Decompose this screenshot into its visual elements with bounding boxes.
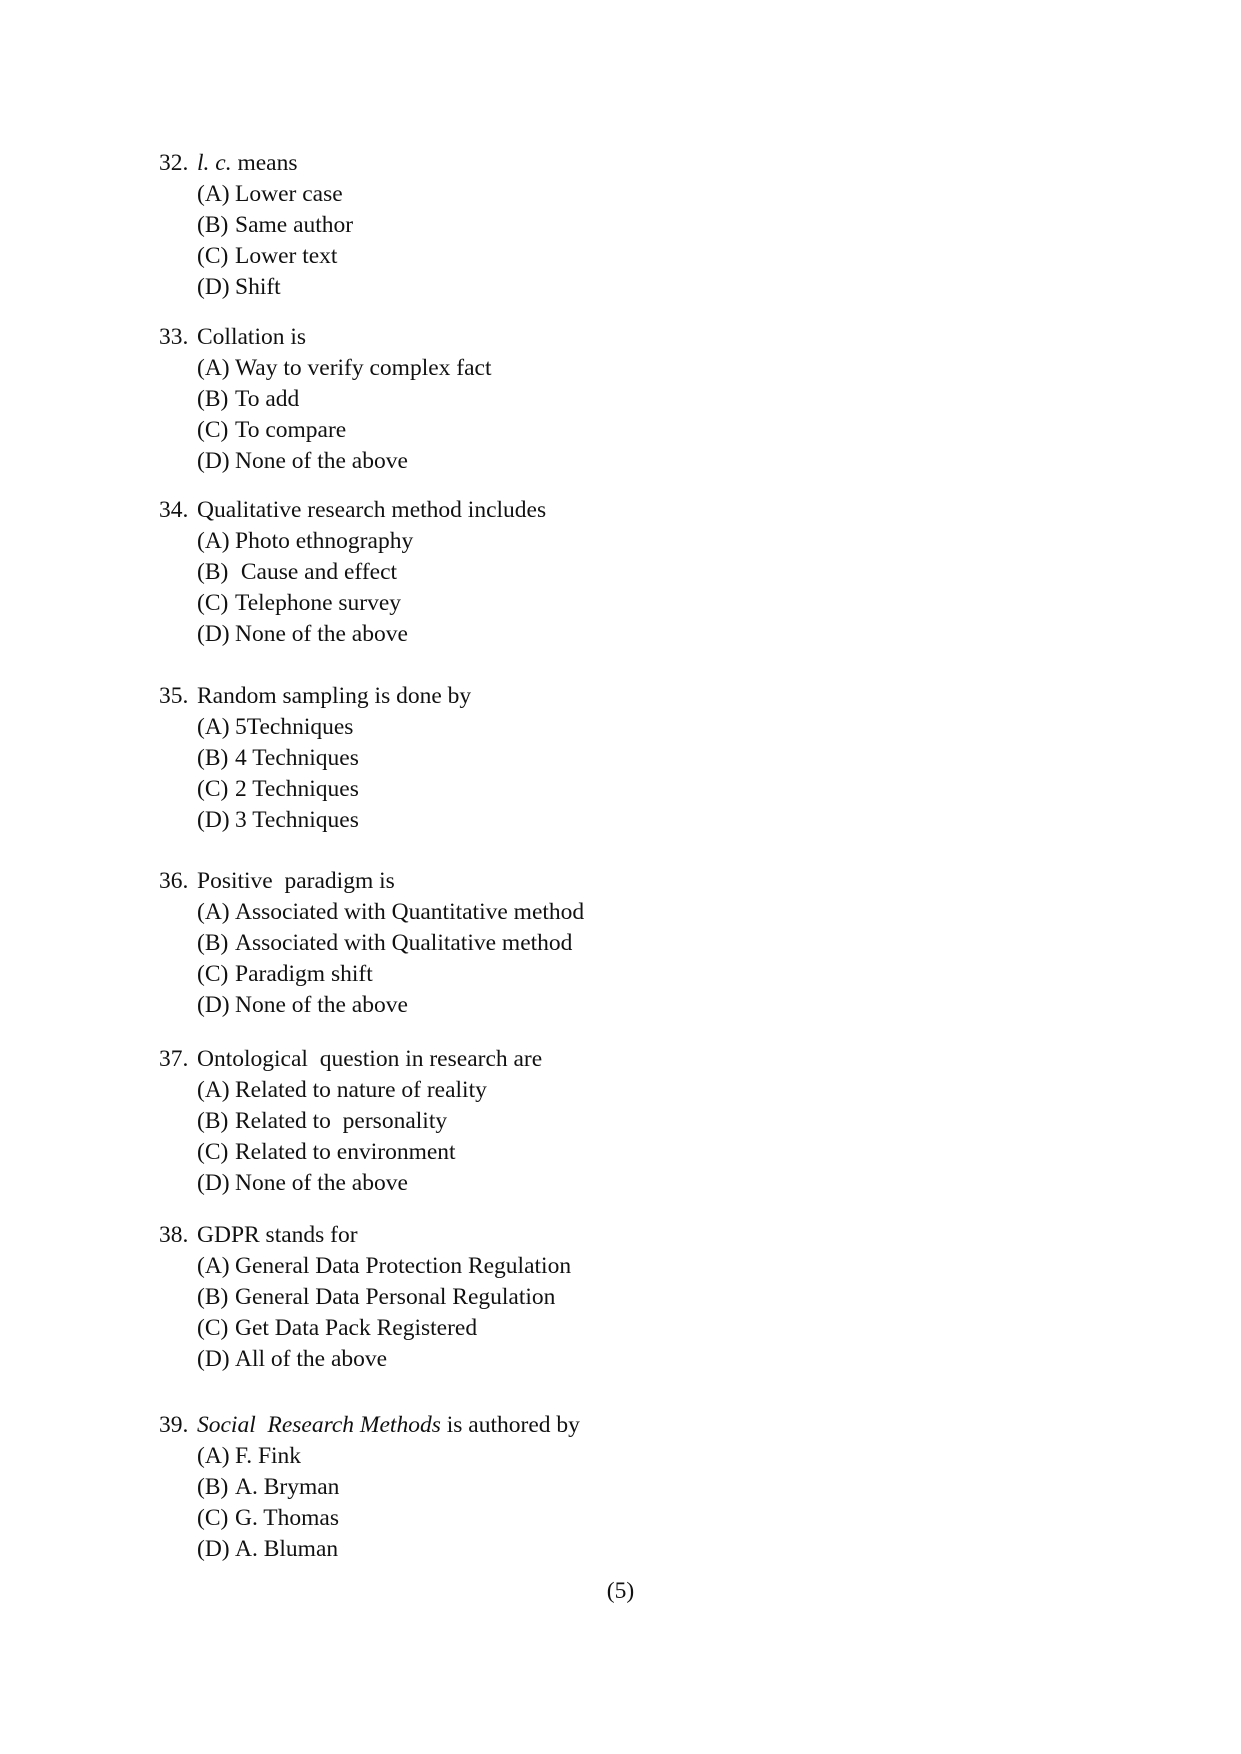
- question-stem: 39. Social Research Methods is authored by: [159, 1412, 580, 1438]
- question-39: [159, 1410, 580, 1565]
- option-a: (A) Photo ethnography: [197, 528, 414, 554]
- option-b: (B) To add: [197, 386, 300, 412]
- option-b: (B) 4 Techniques: [197, 745, 359, 771]
- option-a: (A) F. Fink: [197, 1443, 302, 1469]
- option-d: (D) 3 Techniques: [197, 807, 359, 833]
- option-c: (C) Paradigm shift: [197, 961, 373, 987]
- option-d: (D) None of the above: [197, 992, 408, 1018]
- option-b: (B) Cause and effect: [197, 559, 398, 585]
- question-stem: 38. GDPR stands for: [159, 1222, 358, 1248]
- question-stem: 32. l. c. means: [159, 150, 298, 176]
- option-c: (C) Get Data Pack Registered: [197, 1315, 478, 1341]
- option-a: (A) Associated with Quantitative method: [197, 899, 585, 925]
- option-b: (B) General Data Personal Regulation: [197, 1284, 556, 1310]
- option-c: (C) Telephone survey: [197, 590, 402, 616]
- option-a: (A) General Data Protection Regulation: [197, 1253, 572, 1279]
- option-b: (B) Same author: [197, 212, 354, 238]
- option-a: (A) Related to nature of reality: [197, 1077, 487, 1103]
- option-c: (C) G. Thomas: [197, 1505, 340, 1531]
- question-stem: 37. Ontological question in research are: [159, 1046, 543, 1072]
- question-35: [159, 681, 471, 836]
- option-c: (C) Lower text: [197, 243, 338, 269]
- option-c: (C) To compare: [197, 417, 347, 443]
- question-33: [159, 322, 492, 477]
- option-d: (D) None of the above: [197, 621, 408, 647]
- option-c: (C) 2 Techniques: [197, 776, 359, 802]
- question-stem: 34. Qualitative research method includes: [159, 497, 547, 523]
- option-a: (A) Lower case: [197, 181, 343, 207]
- question-37: [159, 1044, 542, 1199]
- question-stem: 36. Positive paradigm is: [159, 868, 395, 894]
- option-d: (D) Shift: [197, 274, 281, 300]
- question-32: [159, 148, 353, 303]
- option-b: (B) A. Bryman: [197, 1474, 340, 1500]
- question-36: [159, 866, 584, 1021]
- option-d: (D) A. Bluman: [197, 1536, 339, 1562]
- option-a: (A) Way to verify complex fact: [197, 355, 492, 381]
- question-stem: 33. Collation is: [159, 324, 307, 350]
- question-34: [159, 495, 546, 650]
- option-c: (C) Related to environment: [197, 1139, 456, 1165]
- question-38: [159, 1220, 571, 1375]
- option-d: (D) None of the above: [197, 1170, 408, 1196]
- option-a: (A) 5Techniques: [197, 714, 354, 740]
- option-d: (D) All of the above: [197, 1346, 388, 1372]
- option-b: (B) Related to personality: [197, 1108, 448, 1134]
- option-b: (B) Associated with Qualitative method: [197, 930, 573, 956]
- option-d: (D) None of the above: [197, 448, 408, 474]
- question-stem: 35. Random sampling is done by: [159, 683, 472, 709]
- page-number: (5): [606, 1578, 635, 1604]
